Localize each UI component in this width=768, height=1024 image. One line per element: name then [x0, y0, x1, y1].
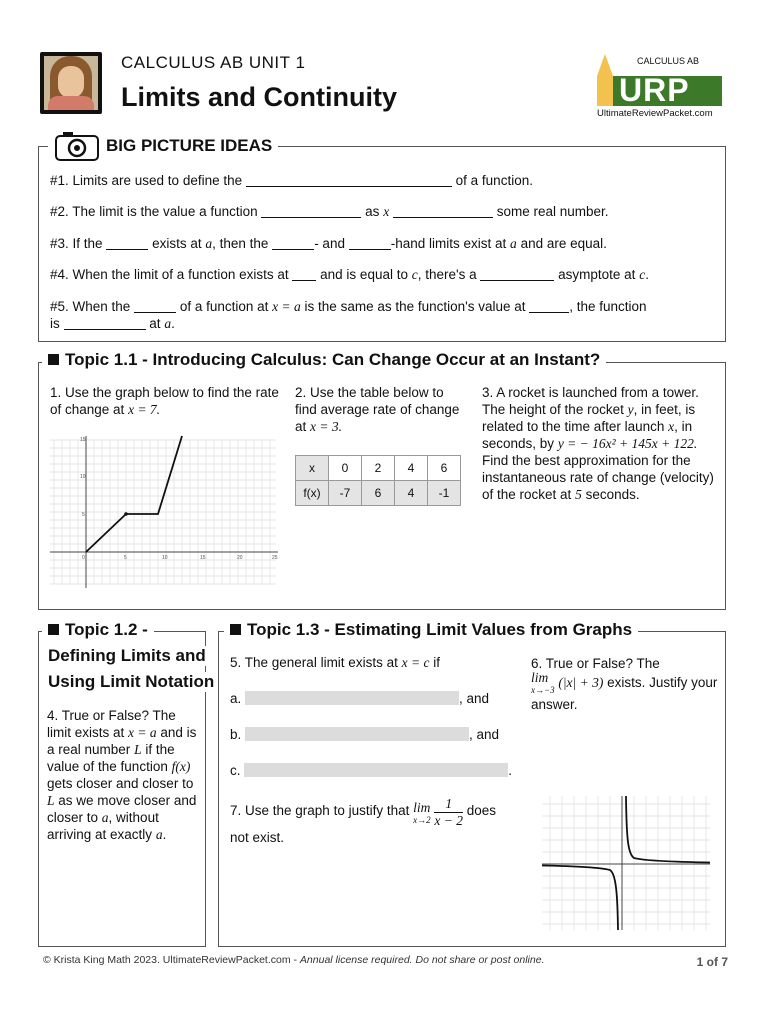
question-7: 7. Use the graph to justify that lim x→2 $\frac{1}{x - 2}$ does not exist.	[230, 796, 497, 845]
question-1: 1. Use the graph below to find the rate of change at x = 7.	[50, 385, 279, 417]
author-photo	[40, 52, 102, 114]
table-cell: -1	[428, 481, 461, 506]
graph1-ytick: 10	[80, 474, 86, 480]
values-table	[295, 455, 461, 506]
idea-4: #4. When the limit of a function exists at and is equal to c, there's a asymptote at c.	[50, 267, 649, 282]
table-cell: 6	[428, 456, 461, 481]
table-cell: 4	[395, 456, 428, 481]
topic-1-2-title-line3: Using Limit Notation	[42, 672, 220, 692]
page-number: 1 of 7	[696, 955, 728, 969]
topic-1-3-title: Topic 1.3 - Estimating Limit Values from Graphs	[224, 620, 638, 640]
table-cell: 6	[362, 481, 395, 506]
q5-line-c: c. .	[230, 763, 513, 778]
question-4: 4. True or False? The limit exists at x = a and is a real number L if the value of the function f(x) gets closer and closer to L as we move closer and closer to a, without arriving at exactly a.	[47, 708, 197, 842]
graph1-ytick: 5	[82, 512, 85, 518]
unit-label: CALCULUS AB UNIT 1	[121, 53, 306, 72]
question-3: 3. A rocket is launched from a tower. The height of the rocket y, in feet, is related to the time after launch x, in seconds, by y = − 16x² + 145x + 122. Find the best approximation for the instantaneous rate of change (velocity) of the rocket at 5 seconds.	[482, 385, 714, 502]
urp-logo	[593, 52, 727, 122]
footer-text: © Krista King Math 2023. UltimateReviewPacket.com - Annual license required. Do not share or post online.	[43, 954, 545, 966]
table-cell: x	[296, 456, 329, 481]
idea-1: #1. Limits are used to define the of a function.	[50, 173, 533, 188]
graph1-ytick: 15	[80, 437, 86, 443]
graph-2	[540, 794, 712, 937]
question-5: 5. The general limit exists at x = c if	[230, 655, 440, 670]
q5-line-a: a. , and	[230, 691, 490, 706]
idea-3: #3. If the exists at a, then the - and -hand limits exist at a and are equal.	[50, 236, 607, 251]
idea-5: #5. When the of a function at x = a is the same as the function's value at , the function is at a.	[50, 299, 647, 331]
table-cell: 0	[329, 456, 362, 481]
logo-top-text: CALCULUS AB	[637, 56, 700, 66]
q5-line-b: b. , and	[230, 727, 500, 742]
graph1-xtick: 20	[237, 555, 243, 561]
graph1-xtick: 15	[200, 555, 206, 561]
question-6: 6. True or False? The lim x→−3 (|x| + 3) exists. Justify your answer.	[531, 656, 718, 712]
page-title: Limits and Continuity	[121, 82, 397, 112]
graph1-xtick: 25	[272, 555, 278, 561]
topic-1-2-title-line2: Defining Limits and	[42, 646, 212, 666]
graph1-xtick: 10	[162, 555, 168, 561]
table-cell: f(x)	[296, 481, 329, 506]
graph1-ytick: 0	[82, 555, 85, 561]
table-row	[296, 456, 461, 481]
big-picture-title: BIG PICTURE IDEAS	[100, 136, 278, 156]
camera-icon	[48, 130, 106, 167]
idea-2: #2. The limit is the value a function as x some real number.	[50, 204, 609, 219]
table-cell: 2	[362, 456, 395, 481]
logo-big-text: URP	[619, 72, 690, 108]
graph1-xtick: 5	[124, 555, 127, 561]
logo-url: UltimateReviewPacket.com	[597, 108, 713, 119]
table-cell: 4	[395, 481, 428, 506]
topic-1-2-title: Topic 1.2 -	[42, 620, 154, 640]
topic-1-1-title: Topic 1.1 - Introducing Calculus: Can Change Occur at an Instant?	[42, 350, 606, 370]
question-2: 2. Use the table below to find average rate of change at x = 3.	[295, 385, 460, 434]
table-cell: -7	[329, 481, 362, 506]
graph-1	[48, 434, 280, 599]
table-row	[296, 481, 461, 506]
